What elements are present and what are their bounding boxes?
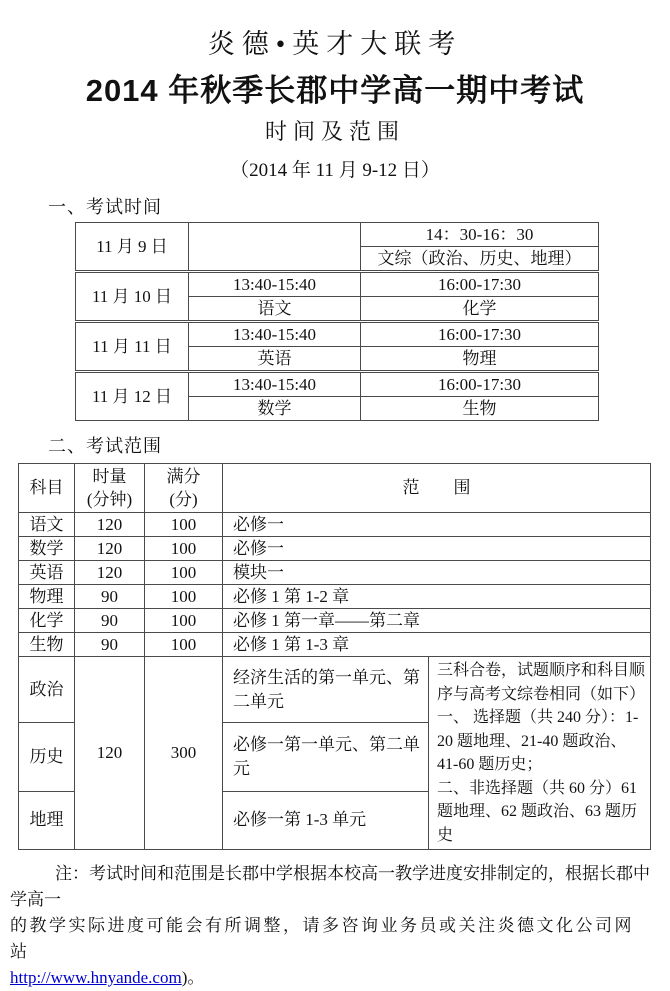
score-cell: 100 <box>145 537 223 561</box>
duration-cell: 90 <box>75 609 145 633</box>
empty-slot-cell <box>189 223 361 272</box>
header-duration <box>75 464 145 513</box>
table-row <box>19 609 651 633</box>
table-row <box>19 633 651 657</box>
date-range: （2014 年 11 月 9-12 日） <box>230 160 440 181</box>
page-subtitle: 时间及范围 <box>264 119 405 144</box>
header-score-line1: 满分 <box>166 467 201 486</box>
notes-paragraph: 三科合卷，试题顺序和科目顺序与高考文综卷相同（如下） <box>437 662 646 703</box>
date-cell: 11 月 9 日 <box>76 223 189 272</box>
merged-score-cell: 300 <box>145 657 223 850</box>
duration-cell: 90 <box>75 585 145 609</box>
time-cell: 16:00-17:30 <box>361 372 599 397</box>
notes-paragraph: 二、非选择题（共 60 分）61 题地理、62 题政治、63 题历史 <box>437 779 638 844</box>
subject-cell: 英语 <box>19 561 75 585</box>
date-cell: 11 月 10 日 <box>76 272 189 322</box>
subject-cell: 物理 <box>19 585 75 609</box>
time-cell: 13:40-15:40 <box>189 372 361 397</box>
subject-cell: 化学 <box>361 297 599 322</box>
schedule-block-nov9 <box>76 223 599 272</box>
table-row <box>76 272 599 297</box>
link-suffix: )。 <box>181 968 205 987</box>
header-subject: 科目 <box>19 464 75 513</box>
score-cell: 100 <box>145 609 223 633</box>
table-row <box>19 513 651 537</box>
subject-cell: 生物 <box>19 633 75 657</box>
page-title: 2014 年秋季长郡中学高一期中考试 <box>85 73 585 108</box>
schedule-block-nov12 <box>76 372 599 421</box>
score-cell: 100 <box>145 633 223 657</box>
footnote-line1: 注：考试时间和范围是长郡中学根据本校高一教学进度安排制定的，根据长郡中学高一 <box>10 864 650 909</box>
footnote-line2: 的教学实际进度可能会有所调整，请多咨询业务员或关注炎德文化公司网站 <box>10 916 634 961</box>
range-cell: 经济生活的第一单元、第二单元 <box>223 657 429 723</box>
subject-cell: 数学 <box>19 537 75 561</box>
website-link[interactable]: http://www.hnyande.com <box>10 968 182 987</box>
range-cell: 必修一 <box>223 513 651 537</box>
table-row <box>19 561 651 585</box>
date-cell: 11 月 11 日 <box>76 322 189 372</box>
range-cell: 必修 1 第一章——第二章 <box>223 609 651 633</box>
date-cell: 11 月 12 日 <box>76 372 189 421</box>
range-cell: 必修 1 第 1-3 章 <box>223 633 651 657</box>
section-heading-exam-scope: 二、考试范围 <box>48 436 162 456</box>
header-score <box>145 464 223 513</box>
duration-cell: 120 <box>75 561 145 585</box>
header-score-line2: (分) <box>169 490 198 509</box>
subject-cell: 政治 <box>19 657 75 723</box>
merged-duration-cell: 120 <box>75 657 145 850</box>
brand-title: 炎德•英才大联考 <box>207 29 463 59</box>
range-cell: 模块一 <box>223 561 651 585</box>
score-cell: 100 <box>145 561 223 585</box>
footnote-line3 <box>10 965 652 991</box>
table-row <box>19 585 651 609</box>
subject-cell: 历史 <box>19 723 75 792</box>
time-cell: 13:40-15:40 <box>189 272 361 297</box>
schedule-block-nov11 <box>76 322 599 372</box>
time-cell: 16:00-17:30 <box>361 272 599 297</box>
header-range: 范 围 <box>223 464 651 513</box>
subject-cell: 化学 <box>19 609 75 633</box>
range-cell: 必修一第 1-3 单元 <box>223 791 429 849</box>
range-cell: 必修一第一单元、第二单元 <box>223 723 429 792</box>
notes-paragraph: 一、 选择题（共 240 分）：1-20 题地理、21-40 题政治、41-60 题历史； <box>437 709 639 773</box>
table-row <box>76 223 599 247</box>
header-duration-line2: (分钟) <box>86 490 133 509</box>
subject-cell: 文综（政治、历史、地理） <box>361 247 599 272</box>
subject-cell: 语文 <box>189 297 361 322</box>
exam-scope-table <box>18 463 651 850</box>
time-cell: 16:00-17:30 <box>361 322 599 347</box>
score-cell: 100 <box>145 513 223 537</box>
range-cell: 必修一 <box>223 537 651 561</box>
table-row <box>76 372 599 397</box>
section-heading-exam-time: 一、考试时间 <box>48 197 162 217</box>
range-cell: 必修 1 第 1-2 章 <box>223 585 651 609</box>
duration-cell: 120 <box>75 537 145 561</box>
subject-cell: 地理 <box>19 791 75 849</box>
subject-cell: 数学 <box>189 397 361 421</box>
subject-cell: 英语 <box>189 347 361 372</box>
score-cell: 100 <box>145 585 223 609</box>
subject-cell: 物理 <box>361 347 599 372</box>
footnote <box>10 861 652 991</box>
duration-cell: 90 <box>75 633 145 657</box>
time-cell: 13:40-15:40 <box>189 322 361 347</box>
table-row <box>19 657 651 723</box>
exam-schedule-table <box>75 222 599 421</box>
time-cell: 14：30-16：30 <box>361 223 599 247</box>
table-row <box>76 322 599 347</box>
combined-paper-notes-cell <box>429 657 651 850</box>
schedule-block-nov10 <box>76 272 599 322</box>
duration-cell: 120 <box>75 513 145 537</box>
subject-cell: 语文 <box>19 513 75 537</box>
table-row <box>19 537 651 561</box>
table-header-row <box>19 464 651 513</box>
header-duration-line1: 时量 <box>92 467 127 486</box>
subject-cell: 生物 <box>361 397 599 421</box>
